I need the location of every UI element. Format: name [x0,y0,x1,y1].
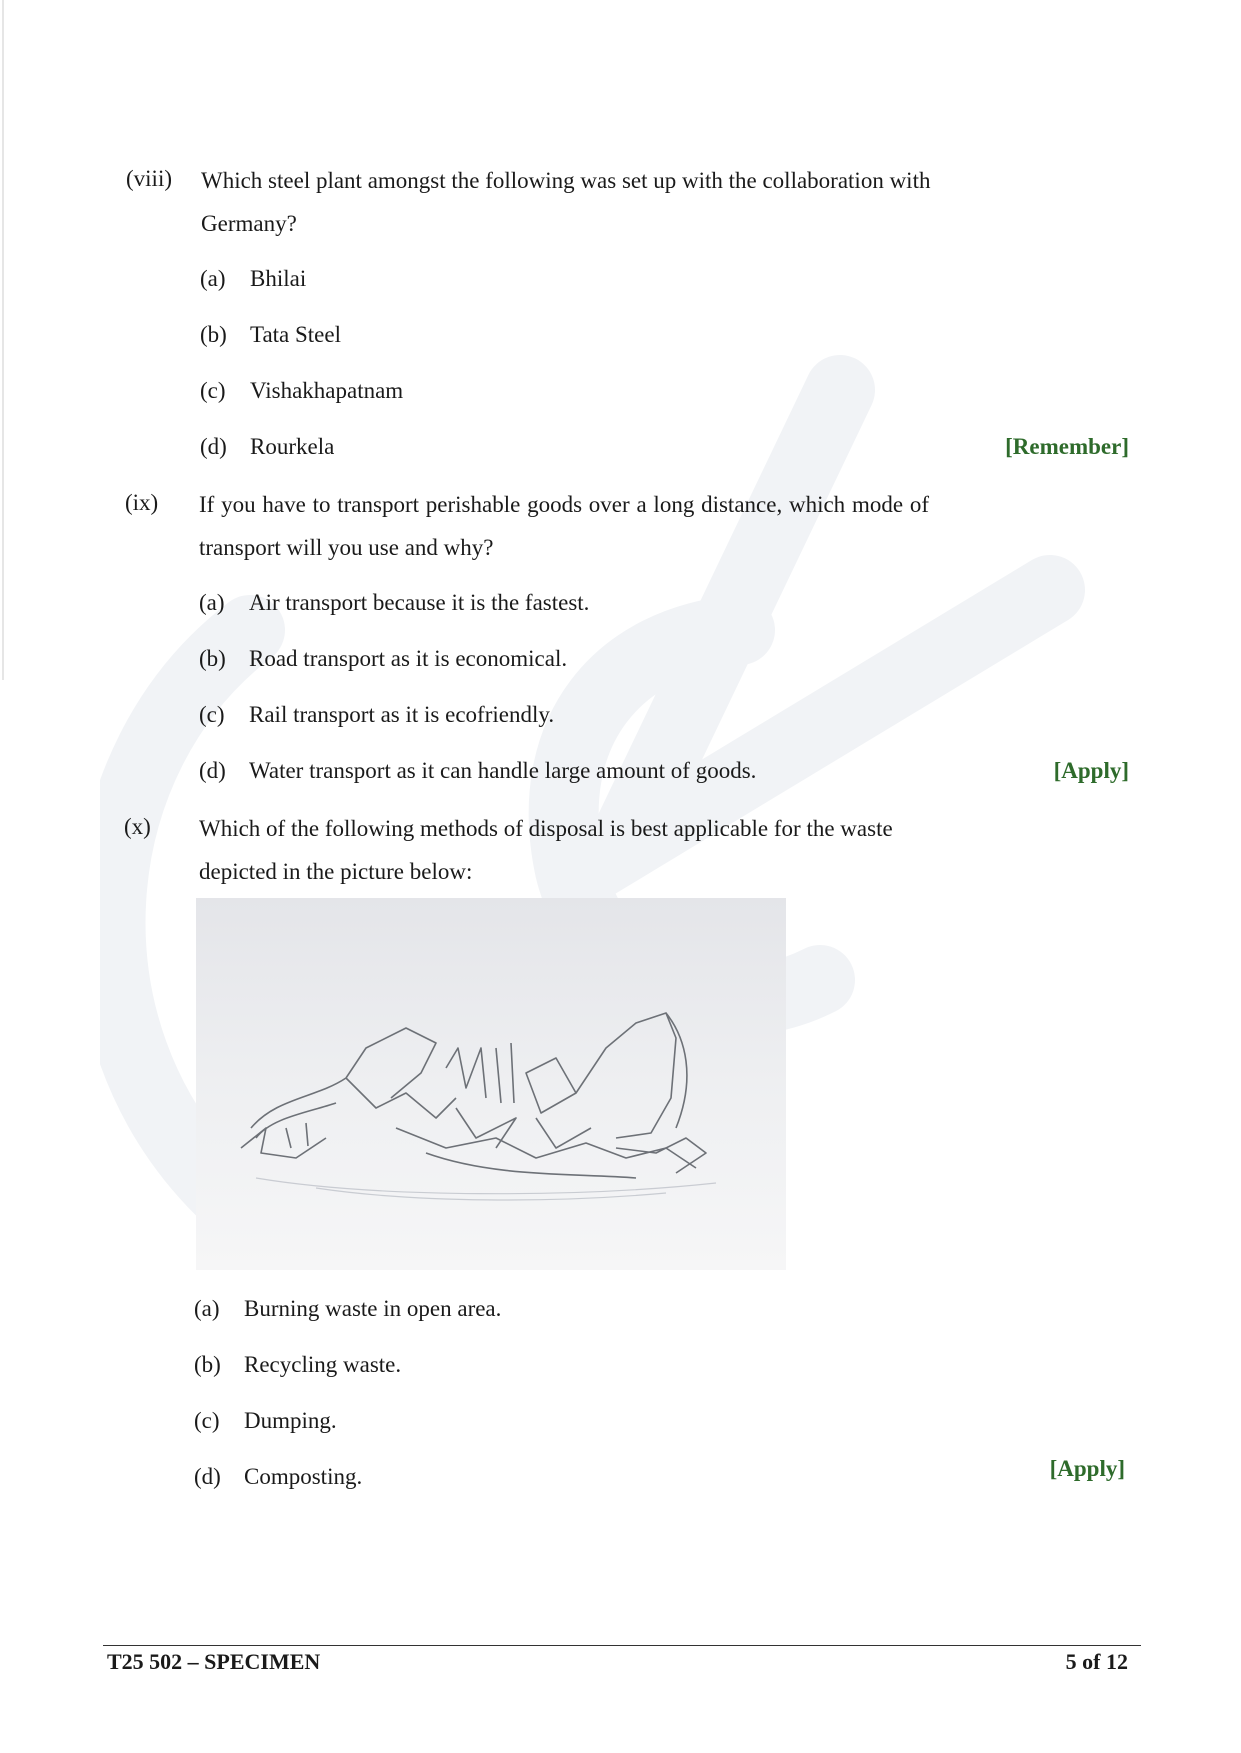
option-label: (b) [194,1352,221,1377]
broken-glass-picture [196,898,786,1270]
option-b [200,322,341,348]
option-d [199,758,756,784]
option-c [199,702,554,728]
option-label: (c) [199,702,225,727]
option-text: Composting. [244,1464,363,1489]
option-label: (a) [194,1296,220,1321]
option-text: Tata Steel [250,322,341,347]
option-a [194,1296,501,1322]
option-a [199,590,589,616]
bloom-level-tag: [Apply] [1053,758,1129,783]
question-text: Which of the following methods of disposal is best applicable for the waste depicted in the picture below: [199,816,893,884]
question-number: (ix) [125,490,159,515]
option-d [200,434,334,460]
option-text: Burning waste in open area. [244,1296,502,1321]
question-number: (x) [124,814,151,839]
option-d [194,1464,362,1490]
option-text: Rail transport as it is ecofriendly. [249,702,555,727]
option-text: Recycling waste. [244,1352,402,1377]
question-text: Which steel plant amongst the following was set up with the collaboration with Germany? [201,168,931,236]
bloom-level-tag: [Apply] [1049,1456,1125,1481]
option-label: (a) [199,590,225,615]
paper-code: T25 502 – SPECIMEN [107,1649,321,1674]
page-number: 5 of 12 [1065,1649,1128,1674]
option-text: Rourkela [250,434,335,459]
option-label: (c) [194,1408,220,1433]
option-label: (d) [200,434,227,459]
option-text: Water transport as it can handle large amount of goods. [249,758,757,783]
option-b [194,1352,401,1378]
option-c [200,378,403,404]
option-label: (d) [194,1464,221,1489]
option-text: Bhilai [250,266,307,291]
option-text: Vishakhapatnam [250,378,404,403]
question-number: (viii) [126,166,172,191]
footer-divider [103,1645,1141,1646]
option-text: Dumping. [244,1408,337,1433]
option-label: (d) [199,758,226,783]
option-text: Road transport as it is economical. [249,646,568,671]
option-b [199,646,567,672]
option-label: (c) [200,378,226,403]
page-edge-shadow [2,0,4,680]
bloom-level-tag: [Remember] [1005,434,1129,459]
option-label: (a) [200,266,226,291]
question-text: If you have to transport perishable goods over a long distance, which mode of transport will you use and why? [199,492,929,560]
option-a [200,266,306,292]
option-label: (b) [199,646,226,671]
option-label: (b) [200,322,227,347]
option-c [194,1408,337,1434]
option-text: Air transport because it is the fastest. [249,590,590,615]
